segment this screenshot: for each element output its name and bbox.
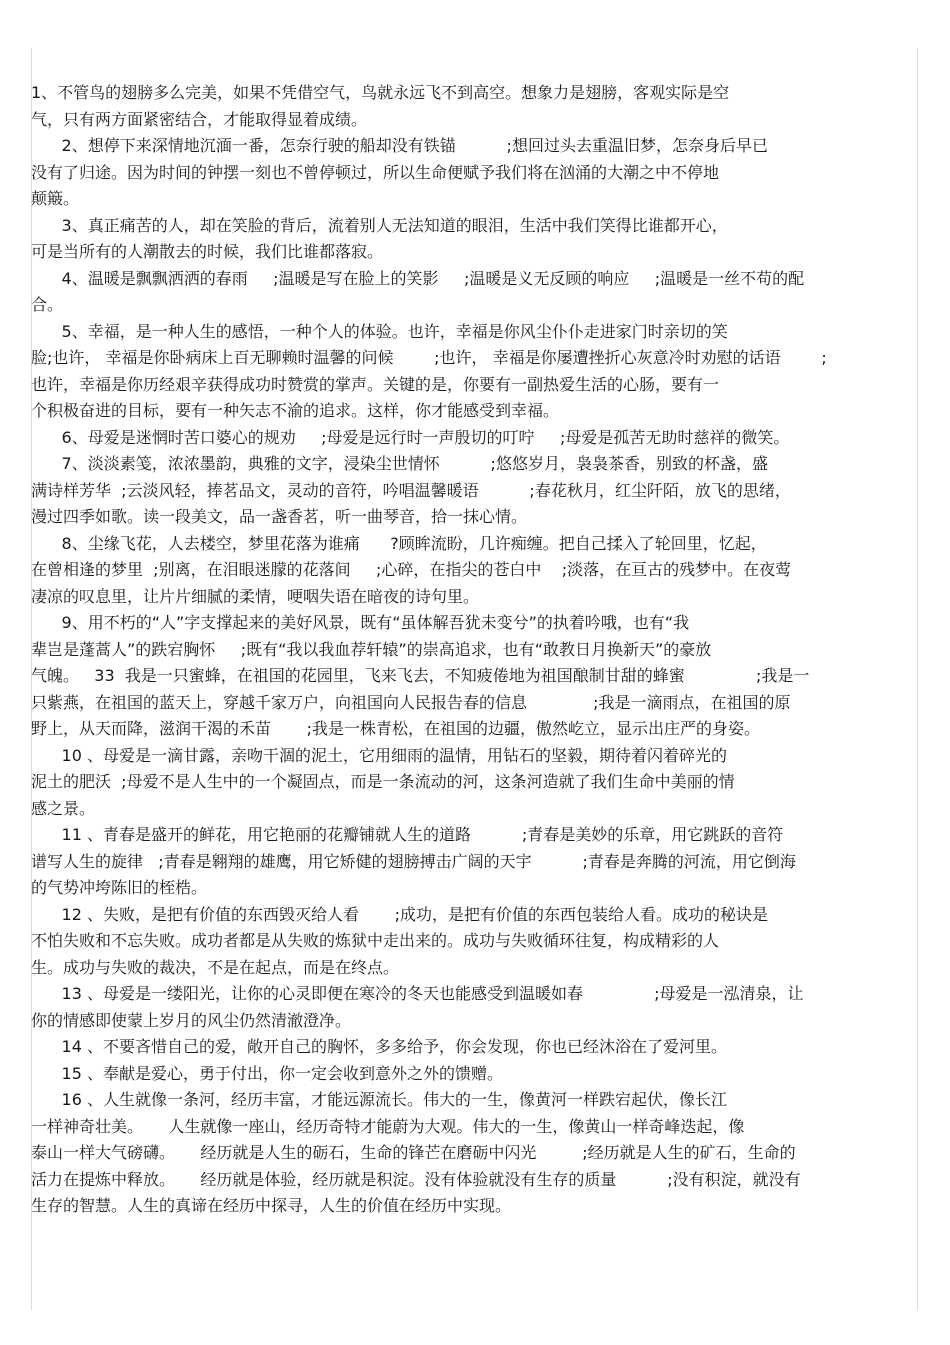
paragraph [31, 1061, 921, 1088]
paragraph-line: 可是当所有的人潮散去的时候，我们比谁都落寂。 [31, 242, 384, 261]
paragraph-line: 谱写人生的旋律 ;青春是翱翔的雄鹰，用它矫健的翅膀搏击广阔的天宇 ;青春是奔腾的河流，用它倒海 [31, 851, 796, 871]
paragraph-line: 辈岂是蓬蒿人”的跌宕胸怀 ;既有“我以我血荐轩辕”的崇高追求，也有“敢教日月换新天”的豪放 [31, 639, 712, 659]
paragraph-line: 8、尘缘飞花，人去楼空，梦里花落为谁痛 ?顾眸流盼，几许痴缠。把自己揉入了轮回里，忆起， [31, 533, 767, 553]
paragraph-line: 只紫燕，在祖国的蓝天上，穿越千家万户，向祖国向人民报告春的信息 ;我是一滴雨点，在祖国的原 [31, 692, 791, 712]
paragraph [31, 80, 921, 133]
paragraph-line: 气，只有两方面紧密结合，才能取得显着成绩。 [31, 109, 368, 129]
paragraph-line: 6、母爱是迷惘时苦口婆心的规劝 ;母爱是远行时一声殷切的叮咛 ;母爱是孤苦无助时慈祥的微笑。 [31, 427, 790, 447]
paragraph-line: 生存的智慧。人生的真谛在经历中探寻，人生的价值在经历中实现。 [31, 1196, 512, 1215]
paragraph-line: 11 、青春是盛开的鲜花，用它艳丽的花瓣铺就人生的道路 ;青春是美妙的乐章，用它跳跃的音符 [31, 825, 784, 844]
paragraph-line: 野上，从天而降，滋润干渴的禾苗 ;我是一株青松，在祖国的边疆，傲然屹立，显示出庄严的身姿。 [31, 719, 760, 738]
paragraph-line: 1、不管鸟的翅膀多么完美，如果不凭借空气，鸟就永远飞不到高空。想象力是翅膀，客观实际是空 [31, 83, 730, 102]
paragraph-line: 你的情感即使蒙上岁月的风尘仍然清澈澄净。 [31, 1010, 352, 1030]
paragraph-line: 颠簸。 [31, 189, 80, 208]
paragraph [31, 133, 921, 213]
paragraph-line: 活力在提炼中释放。 经历就是体验，经历就是积淀。没有体验就没有生存的质量 ;没有积淀，就没有 [31, 1169, 801, 1189]
paragraph [31, 425, 921, 452]
paragraph-line: 5、幸福，是一种人生的感悟，一种个人的体验。也许，幸福是你风尘仆仆走进家门时亲切的笑 [31, 321, 728, 341]
paragraph-line: 个积极奋进的目标，要有一种矢志不渝的追求。这样，你才能感受到幸福。 [31, 401, 560, 420]
paragraph-line: 2、想停下来深情地沉湎一番，怎奈行驶的船却没有铁锚 ;想回过头去重温旧梦，怎奈身后早已 [31, 136, 768, 155]
paragraph-line: 脸;也许， 幸福是你卧病床上百无聊赖时温馨的问候 ;也许， 幸福是你屡遭挫折心灰意冷时劝慰的话语 ; [31, 348, 827, 367]
paragraph [31, 902, 921, 982]
paragraph-line: 凄凉的叹息里，让片片细腻的柔情，哽咽失语在暗夜的诗句里。 [31, 586, 480, 606]
paragraph-line: 满诗样芳华 ;云淡风轻，捧茗品文，灵动的音符，吟唱温馨暖语 ;春花秋月，红尘阡陌，放飞的思绪， [31, 480, 791, 500]
paragraph-line: 12 、失败，是把有价值的东西毁灭给人看 ;成功，是把有价值的东西包装给人看。成功的秘诀是 [31, 904, 768, 924]
paragraph-line: 合。 [31, 295, 64, 314]
paragraph-line: 7、淡淡素笺，浓浓墨韵，典雅的文字，浸染尘世情怀 ;悠悠岁月，袅袅茶香，别致的杯盏，盛 [31, 454, 768, 473]
paragraph [31, 1034, 921, 1061]
paragraph-line: 不怕失败和不忘失败。成功者都是从失败的炼狱中走出来的。成功与失败循环往复，构成精彩的人 [31, 931, 720, 950]
paragraph-line: 泰山一样大气磅礴。 经历就是人生的砺石，生命的锋芒在磨砺中闪光 ;经历就是人生的矿石，生命的 [31, 1143, 796, 1162]
paragraph-line: 感之景。 [31, 798, 96, 818]
paragraph [31, 1087, 921, 1220]
paragraph [31, 266, 921, 319]
paragraph-line: 漫过四季如歌。读一段美文，品一盏香茗，听一曲琴音，拾一抹心情。 [31, 507, 528, 526]
paragraph [31, 531, 921, 611]
paragraph-line: 的气势冲垮陈旧的桎梏。 [31, 878, 208, 897]
paragraph [31, 213, 921, 266]
paragraph [31, 319, 921, 425]
paragraph [31, 451, 921, 531]
paragraph-line: 生。成功与失败的裁决，不是在起点，而是在终点。 [31, 957, 400, 977]
paragraph [31, 981, 921, 1034]
paragraph-line: 14 、不要吝惜自己的爱，敞开自己的胸怀，多多给予，你会发现，你也已经沐浴在了爱河里。 [31, 1037, 727, 1056]
paragraph-line: 没有了归途。因为时间的钟摆一刻也不曾停顿过，所以生命便赋予我们将在汹涌的大潮之中不停地 [31, 162, 720, 182]
paragraph-line: 10 、母爱是一滴甘露，亲吻干涸的泥土，它用细雨的温情，用钻石的坚毅，期待着闪着碎光的 [31, 745, 727, 765]
paragraph-line: 4、温暖是飘飘洒洒的春雨 ;温暖是写在脸上的笑影 ;温暖是义无反顾的响应 ;温暖是一丝不苟的配 [31, 268, 805, 288]
paragraph-line: 在曾相逢的梦里 ;别离，在泪眼迷朦的花落间 ;心碎，在指尖的苍白中 ;淡落，在亘古的残梦中。在夜莺 [31, 560, 792, 579]
paragraph-line: 也许，幸福是你历经艰辛获得成功时赞赏的掌声。关键的是，你要有一副热爱生活的心肠，要有一 [31, 374, 720, 394]
paragraph [31, 822, 921, 902]
paragraph-line: 16 、人生就像一条河，经历丰富，才能远源流长。伟大的一生，像黄河一样跌宕起伏，像长江 [31, 1090, 727, 1109]
paragraph-line: 一样神奇壮美。 人生就像一座山，经历奇特才能蔚为大观。伟大的一生，像黄山一样奇峰迭起，像 [31, 1116, 745, 1136]
paragraph [31, 610, 921, 743]
paragraph-line: 泥土的肥沃 ;母爱不是人生中的一个凝固点，而是一条流动的河，这条河造就了我们生命中美丽的情 [31, 772, 735, 791]
paragraph-line: 15 、奉献是爱心，勇于付出，你一定会收到意外之外的馈赠。 [31, 1063, 503, 1083]
paragraph [31, 743, 921, 823]
paragraph-line: 气魄。 33 我是一只蜜蜂，在祖国的花园里，飞来飞去，不知疲倦地为祖国酿制甘甜的蜂蜜 ;我是一 [31, 666, 810, 685]
document-body [31, 80, 921, 1220]
paragraph-line: 3、真正痛苦的人，却在笑脸的背后，流着别人无法知道的眼泪，生活中我们笑得比谁都开心， [31, 215, 728, 235]
paragraph-line: 9、用不朽的“人”字支撑起来的美好风景，既有“虽体解吾犹未变兮”的执着吟哦，也有“我 [31, 613, 690, 632]
paragraph-line: 13 、母爱是一缕阳光，让你的心灵即便在寒冷的冬天也能感受到温暖如春 ;母爱是一泓清泉，让 [31, 984, 804, 1003]
